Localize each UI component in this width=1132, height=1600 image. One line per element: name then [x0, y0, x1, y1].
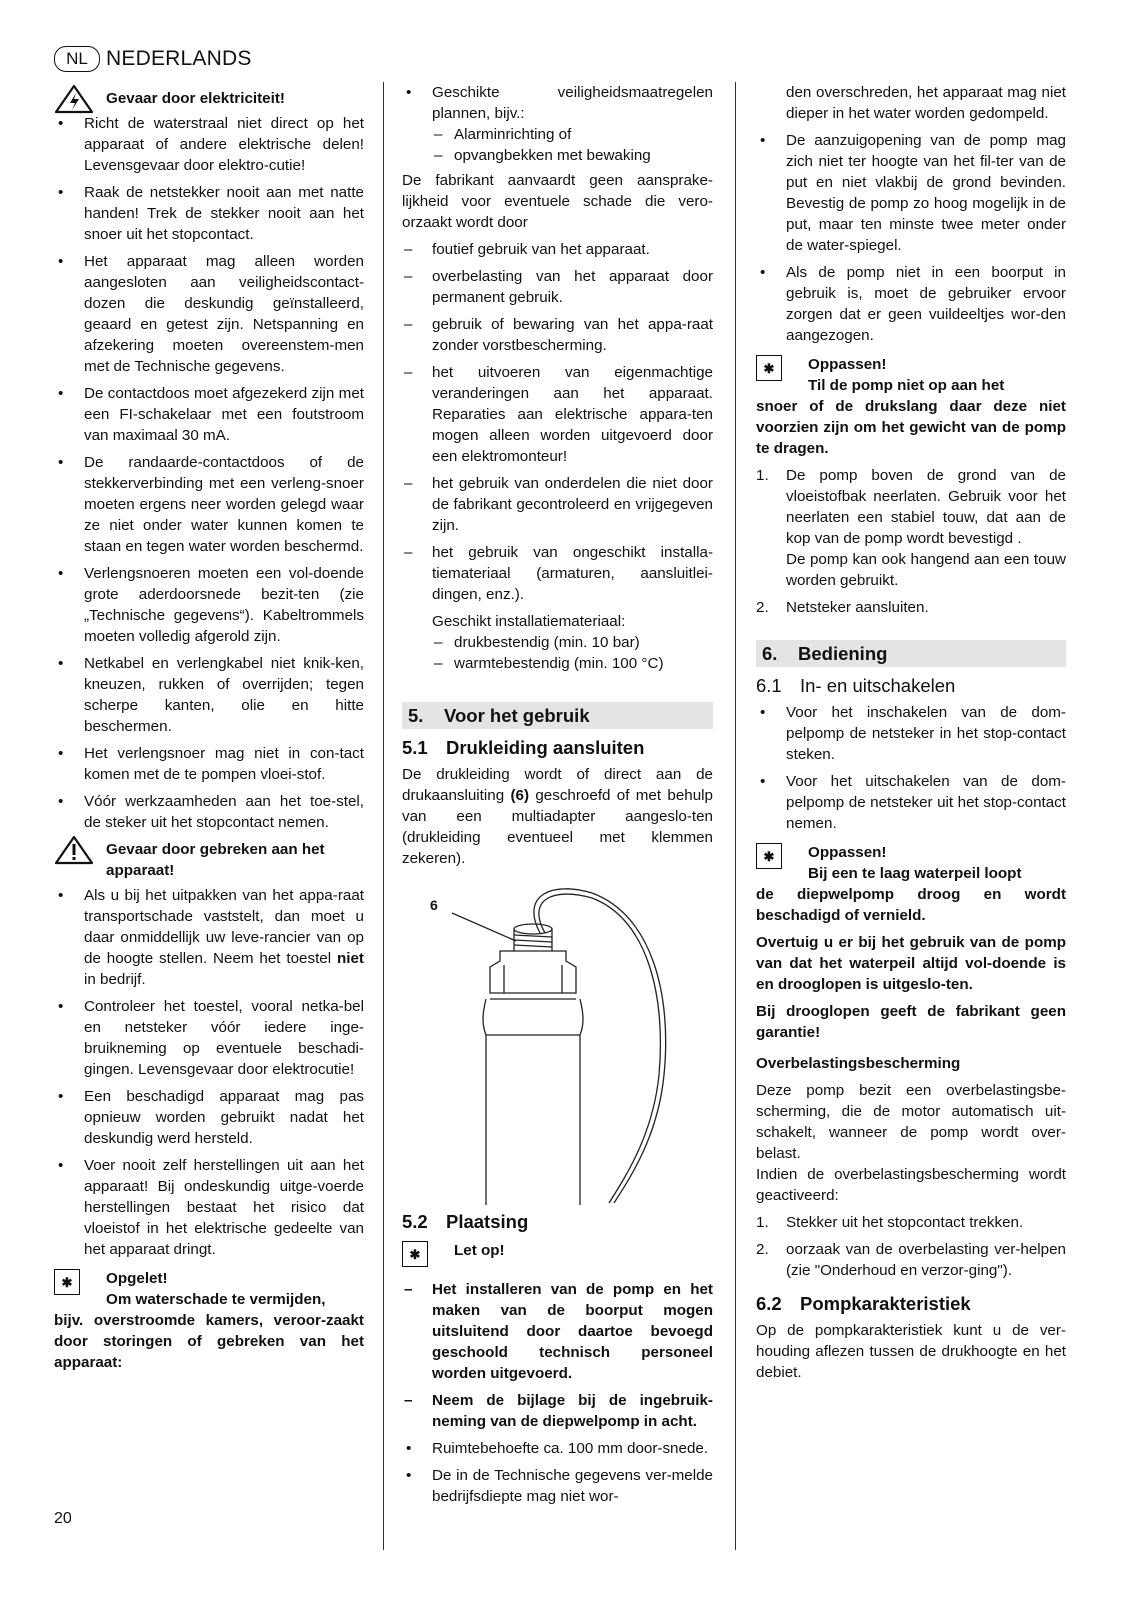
section-6-2-text: Op de pompkarakteristiek kunt u de ver-houding aflezen tussen de drukhoogte en het debiet.: [756, 1322, 1066, 1381]
warranty-text: Bij drooglopen geeft de fabrikant geen garantie!: [756, 1003, 1066, 1041]
section-heading-6-1: 6.1 In- en uitschakelen: [756, 675, 956, 696]
list-item: 2. oorzaak van de overbelasting ver-helpen (zie "Onderhoud en verzor-ging").: [756, 1241, 1066, 1279]
list-item: • Voor het uitschakelen van de dom-pelpomp de netsteker uit het stop-contact nemen.: [756, 771, 1066, 834]
column-1: [54, 82, 364, 1379]
dry-run-text: Overtuig u er bij het gebruik van de pomp van dat het waterpeil altijd vol-doende is en drooglopen is uitgeslo-ten.: [756, 934, 1066, 993]
note-icon: ✱: [54, 1269, 80, 1295]
list-item: • Raak de netstekker nooit aan met natte handen! Trek de stekker nooit aan het snoer uit het stopcontact.: [54, 182, 364, 245]
pump-drawing: [402, 875, 713, 1205]
note-oppassen-1: [756, 354, 1066, 459]
pump-bullets: [756, 130, 1066, 346]
note-text: Bij een te laag waterpeil loopt: [808, 865, 1022, 882]
list-item: – opvangbekken met bewaking: [432, 145, 713, 166]
column-3: [756, 82, 1066, 1389]
continued-text: den overschreden, het apparaat mag niet dieper in het water worden gedompeld.: [786, 84, 1066, 122]
column-divider: [735, 82, 736, 1550]
note-opgelet: [54, 1268, 364, 1373]
list-item: • Voer nooit zelf herstellingen uit aan het apparaat! Bij ondeskundig uitge-voerde herstellingen bestaat het risico dat vloeistof in het elektrische gedeelte van het apparaat dringt.: [54, 1155, 364, 1260]
list-item: – Het installeren van de pomp en het maken van de boorput mogen uitsluitend door daartoe bevoegd geschoold technisch personeel worden uitgevoerd.: [402, 1279, 713, 1384]
note-icon: ✱: [402, 1241, 428, 1267]
list-item: • De in de Technische gegevens ver-melde bedrijfsdiepte mag niet wor-: [402, 1465, 713, 1507]
note-oppassen-2: [756, 842, 1066, 926]
measures-list: [402, 82, 713, 166]
list-item: • De aanzuigopening van de pomp mag zich niet ter hoogte van het fil-ter van de put en niet vlakbij de grond bevinden. Bevestig de pomp zo hoog mogelijk in de put, maar ten minste twee meter onder de water-spiegel.: [756, 130, 1066, 256]
pump-figure: [402, 875, 713, 1205]
liability-text: De fabrikant aanvaardt geen aansprake-lijkheid voor eventuele schade die vero-orzaakt wordt door: [402, 172, 713, 231]
language-header: [54, 44, 252, 74]
suitable-list: [402, 632, 713, 674]
note-title: Opgelet!: [106, 1270, 168, 1287]
section-heading-6: 6. Bediening: [756, 640, 1066, 667]
steps-list-1: [756, 465, 1066, 618]
list-item: – gebruik of bewaring van het appa-raat zonder vorstbescherming.: [402, 314, 713, 356]
note-title: Oppassen!: [808, 844, 887, 861]
list-item: – Alarminrichting of: [432, 124, 713, 145]
measures-sublist: [432, 124, 713, 166]
note-text: bijv. overstroomde kamers, veroor-zaakt door storingen of gebreken van het apparaat:: [54, 1312, 364, 1371]
note-text: de diepwelpomp droog en wordt beschadigd of vernield.: [756, 886, 1066, 924]
list-item: • Vóór werkzaamheden aan het toe-stel, de steker uit het stopcontact nemen.: [54, 791, 364, 833]
warning-triangle-icon: [54, 84, 94, 114]
list-item: 1. De pomp boven de grond van de vloeistofbak neerlaten. Gebruik voor het neerlaten een stabiel touw, dat aan de kop van de pomp wordt bevestigd . De pomp kan ook hangend aan een touw worden gebruikt.: [756, 467, 1066, 589]
overload-title: Overbelastingsbescherming: [756, 1055, 961, 1072]
list-item: • Controleer het toestel, vooral netka-bel en netsteker vóór iedere inge-bruikneming op eventuele beschadi-gingen. Levensgevaar door elektrocutie!: [54, 996, 364, 1080]
figure-label: 6: [430, 897, 438, 913]
column-2: [402, 82, 713, 1513]
list-item: – drukbestendig (min. 10 bar): [432, 632, 713, 653]
list-item: • Verlengsnoeren moeten een vol-doende grote aderdoorsnede bezit-ten (zie „Technische gegevens“). Kabeltrommels moeten volledig afgerold zijn.: [54, 563, 364, 647]
list-item: – Neem de bijlage bij de ingebruik-neming van de diepwelpomp in acht.: [402, 1390, 713, 1432]
list-item: • De randaarde-contactdoos of de stekkerverbinding met een verleng-snoer moeten ergens neer worden gelegd waar ze niet onder water kunnen komen te staan en tegen water worden beschermd.: [54, 452, 364, 557]
page-number: 20: [54, 1510, 72, 1527]
list-item: – overbelasting van het apparaat door permanent gebruik.: [402, 266, 713, 308]
list-item: – het gebruik van onderdelen die niet door de fabrikant gecontroleerd en vrijgegeven zijn.: [402, 473, 713, 536]
list-item: • Het verlengsnoer mag niet in con-tact komen met de te pompen vloei-stof.: [54, 743, 364, 785]
list-item: • Als de pomp niet in een boorput in gebruik is, moet de gebruiker ervoor zorgen dat er geen vuildeeltjes wor-den aangezogen.: [756, 262, 1066, 346]
section-heading-5-1: 5.1 Drukleiding aansluiten: [402, 737, 645, 758]
note-text: Til de pomp niet op aan het: [808, 377, 1005, 394]
list-item: • Ruimtebehoefte ca. 100 mm door-snede.: [402, 1438, 713, 1459]
section-5-1-text: De drukleiding wordt of direct aan de drukaansluiting (6) geschroefd of met behulp van een multiadapter aangeslo-ten (drukleiding eventueel met klemmen zekeren).: [402, 766, 713, 867]
list-item: – het uitvoeren van eigenmachtige veranderingen aan het apparaat. Reparaties aan elektrische appara-ten mogen alleen worden uitgevoerd door een elektromonteur!: [402, 362, 713, 467]
switch-list: [756, 702, 1066, 834]
language-badge: NL: [54, 46, 100, 72]
placement-list: [402, 1438, 713, 1507]
list-item: • Als u bij het uitpakken van het appa-raat transportschade vaststelt, dan moet u daar onmiddellijk uw leve-rancier van op de hoogte stellen. Neem het toestel niet in bedrijf.: [54, 885, 364, 990]
section-heading-5-2: 5.2 Plaatsing: [402, 1211, 529, 1232]
section-heading-6-2: 6.2 Pompkarakteristiek: [756, 1293, 971, 1314]
warning-electric: [54, 88, 364, 109]
list-item: • De contactdoos moet afgezekerd zijn met een FI-schakelaar met een foutstroom van maximaal 30 mA.: [54, 383, 364, 446]
list-item: • Voor het inschakelen van de dom-pelpomp de netsteker in het stop-contact steken.: [756, 702, 1066, 765]
install-list: [402, 1279, 713, 1432]
steps-list-2: [756, 1212, 1066, 1281]
note-title: Let op!: [454, 1242, 505, 1259]
note-text: Om waterschade te vermijden,: [106, 1291, 326, 1308]
electric-list: [54, 113, 364, 833]
list-item: • Richt de waterstraal niet direct op het apparaat of andere elektrische delen! Levensgevaar door elektro-cutie!: [54, 113, 364, 176]
column-divider: [383, 82, 384, 1550]
list-item: – foutief gebruik van het apparaat.: [402, 239, 713, 260]
overload-text-2: Indien de overbelastingsbescherming wordt geactiveerd:: [756, 1166, 1066, 1204]
note-icon: ✱: [756, 355, 782, 381]
note-text: snoer of de drukslang daar deze niet voorzien zijn om het gewicht van de pomp te dragen.: [756, 398, 1066, 457]
language-name: NEDERLANDS: [106, 47, 252, 70]
list-item: – warmtebestendig (min. 100 °C): [432, 653, 713, 674]
list-item: • Netkabel en verlengkabel niet knik-ken, kneuzen, rukken of overrijden; tegen scherpe kanten, olie en hitte beschermen.: [54, 653, 364, 737]
note-title: Oppassen!: [808, 356, 887, 373]
list-item: • Geschikte veiligheidsmaatregelen plannen, bijv.: – Alarminrichting of – opvangbekken met bewaking: [402, 82, 713, 166]
defect-list: [54, 885, 364, 1260]
warning-defect: [54, 839, 364, 881]
note-icon: ✱: [756, 843, 782, 869]
warning-triangle-icon: [54, 835, 94, 865]
causes-list: [402, 239, 713, 605]
list-item: 1. Stekker uit het stopcontact trekken.: [756, 1214, 1024, 1231]
section-heading-5: 5. Voor het gebruik: [402, 702, 713, 729]
overload-text: Deze pomp bezit een overbelastingsbe-scherming, die de motor automatisch uit-schakelt, wanneer de pomp wordt over-belast.: [756, 1082, 1066, 1162]
list-item: • Een beschadigd apparaat mag pas opnieuw worden gebruikt nadat het deskundig werd hersteld.: [54, 1086, 364, 1149]
list-item: • Het apparaat mag alleen worden aangesloten aan veiligheidscontact-dozen die deskundig geïnstalleerd, geaard en getest zijn. Netspanning en afzekering moeten overeenstem-men met de Technische gegevens.: [54, 251, 364, 377]
warning-electric-title: Gevaar door elektriciteit!: [106, 90, 285, 107]
list-item: 2. Netsteker aansluiten.: [756, 599, 929, 616]
list-item: – het gebruik van ongeschikt installa-tiemateriaal (armaturen, aansluitlei-dingen, enz.).: [402, 542, 713, 605]
warning-defect-title: Gevaar door gebreken aan het apparaat!: [106, 841, 325, 879]
suitable-title: Geschikt installatiemateriaal:: [432, 613, 626, 630]
note-let-op: [402, 1240, 713, 1261]
